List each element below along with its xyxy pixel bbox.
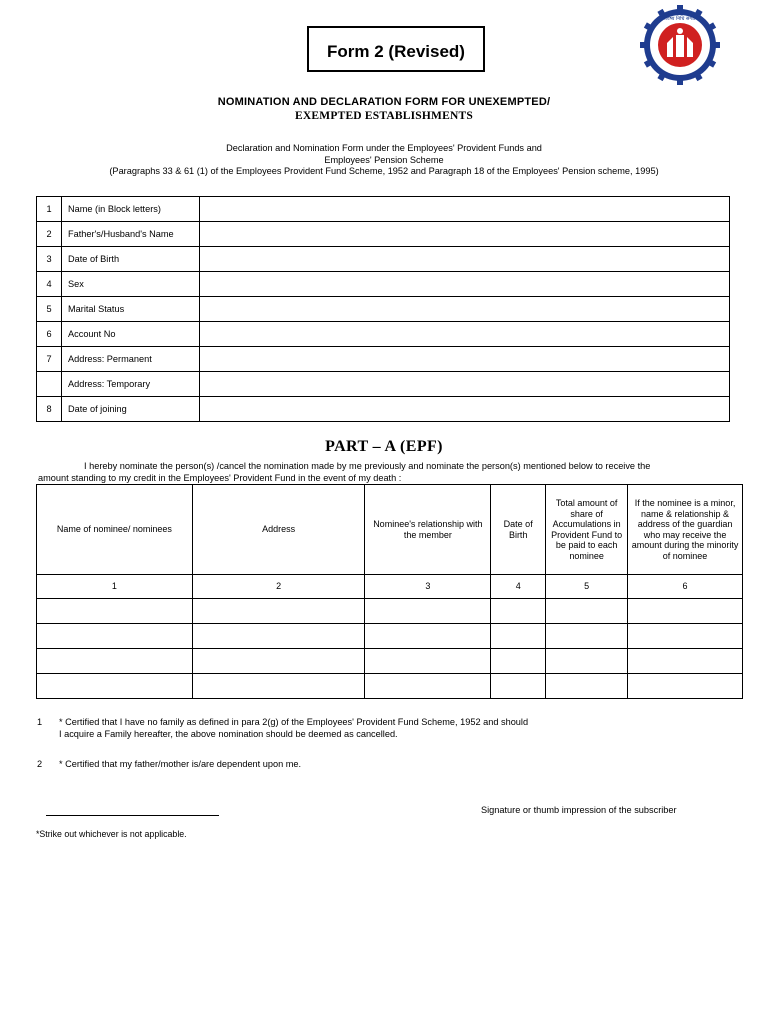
signature-label: Signature or thumb impression of the subscriber [481,805,677,815]
details-row-number: 6 [37,322,62,347]
details-row-label: Date of Birth [62,247,200,272]
certification-2-number: 2 [37,759,43,769]
details-row-value-field[interactable] [200,372,730,397]
epfo-emblem-icon [640,5,720,85]
details-row [37,222,730,247]
details-row [37,297,730,322]
nominee-column-number: 2 [192,575,365,599]
nominee-entry-cell[interactable] [546,624,628,649]
nominee-entry-cell[interactable] [628,599,743,624]
details-row-value-field[interactable] [200,222,730,247]
details-row-value-field[interactable] [200,322,730,347]
form-heading-line2: EXEMPTED ESTABLISHMENTS [295,110,473,122]
details-row-number [37,372,62,397]
details-row-value-field[interactable] [200,347,730,372]
certification-2-line1: * Certified that my father/mother is/are dependent upon me. [59,759,302,769]
nominee-entry-cell[interactable] [491,649,546,674]
details-row-number: 1 [37,197,62,222]
declaration-line3: (Paragraphs 33 & 61 (1) of the Employees Provident Fund Scheme, 1952 and Paragraph 18 of the Employees' Pension scheme, 1995) [109,166,659,176]
declaration-line1: Declaration and Nomination Form under the Employees' Provident Funds and [226,143,542,153]
nominee-column-number: 6 [628,575,743,599]
nominee-column-number: 3 [365,575,491,599]
part-a-title: PART – A (EPF) [325,438,443,455]
details-row-number: 8 [37,397,62,422]
details-row-label: Marital Status [62,297,200,322]
details-row-number: 3 [37,247,62,272]
nominee-entry-cell[interactable] [365,599,491,624]
nominee-entry-cell[interactable] [37,599,193,624]
nominee-entry-cell[interactable] [628,624,743,649]
nominee-entry-cell[interactable] [37,649,193,674]
nominee-entry-cell[interactable] [37,624,193,649]
nominee-entry-cell[interactable] [491,624,546,649]
nominee-column-header: Nominee's relationship with the member [365,485,491,575]
nominee-column-header: Date of Birth [491,485,546,575]
details-row-label: Account No [62,322,200,347]
nominee-entry-cell[interactable] [365,649,491,674]
nominee-column-header: Address [192,485,365,575]
details-row-number: 7 [37,347,62,372]
nominee-entry-cell[interactable] [192,599,365,624]
form-heading-line1: NOMINATION AND DECLARATION FORM FOR UNEXEMPTED/ [217,96,551,108]
nomination-paragraph-line2: amount standing to my credit in the Employees' Provident Fund in the event of my death : [38,473,402,483]
details-row [37,397,730,422]
details-row-label: Father's/Husband's Name [62,222,200,247]
nominee-entry-cell[interactable] [491,674,546,699]
nomination-paragraph-line1: I hereby nominate the person(s) /cancel the nomination made by me previously and nominate the person(s) mentioned below to receive the [84,461,651,471]
form-title: Form 2 (Revised) [307,26,485,72]
details-row-label: Sex [62,272,200,297]
footnote: *Strike out whichever is not applicable. [36,829,187,839]
nominee-entry-cell[interactable] [37,674,193,699]
details-row [37,347,730,372]
nominee-entry-row [37,674,743,699]
nominee-entry-cell[interactable] [192,624,365,649]
certification-1-number: 1 [37,717,43,727]
signature-line[interactable] [46,815,219,816]
details-row-value-field[interactable] [200,272,730,297]
details-row-value-field[interactable] [200,247,730,272]
nominee-column-header: If the nominee is a minor, name & relationship & address of the guardian who may receive the amount during the minority of nominee [628,485,743,575]
certification-1-line2: I acquire a Family hereafter, the above nomination should be deemed as cancelled. [59,729,398,739]
nominee-entry-row [37,624,743,649]
details-row-number: 5 [37,297,62,322]
declaration-line2: Employees' Pension Scheme [324,155,444,165]
nominee-table [36,484,743,699]
member-details-table [36,196,730,422]
nominee-entry-cell[interactable] [365,674,491,699]
details-row-label: Name (in Block letters) [62,197,200,222]
details-row [37,372,730,397]
details-row-number: 4 [37,272,62,297]
nominee-column-number: 4 [491,575,546,599]
nominee-entry-cell[interactable] [546,674,628,699]
nominee-entry-cell[interactable] [365,624,491,649]
details-row-label: Date of joining [62,397,200,422]
details-row-value-field[interactable] [200,397,730,422]
nominee-entry-row [37,649,743,674]
logo-text: भविष्य निधि संगठन [662,16,698,22]
nominee-column-number: 5 [546,575,628,599]
details-row-number: 2 [37,222,62,247]
nominee-column-number: 1 [37,575,193,599]
nominee-column-header: Name of nominee/ nominees [37,485,193,575]
nominee-column-header: Total amount of share of Accumulations in Provident Fund to be paid to each nominee [546,485,628,575]
nominee-entry-row [37,599,743,624]
nominee-entry-cell[interactable] [546,649,628,674]
details-row [37,197,730,222]
nominee-entry-cell[interactable] [491,599,546,624]
nominee-entry-cell[interactable] [628,674,743,699]
certification-1-line1: * Certified that I have no family as defined in para 2(g) of the Employees' Provident Fund Scheme, 1952 and should [59,717,529,727]
details-row-label: Address: Permanent [62,347,200,372]
nominee-entry-cell[interactable] [546,599,628,624]
nominee-entry-cell[interactable] [192,649,365,674]
nominee-entry-cell[interactable] [192,674,365,699]
nominee-entry-cell[interactable] [628,649,743,674]
details-row-label: Address: Temporary [62,372,200,397]
details-row-value-field[interactable] [200,197,730,222]
details-row-value-field[interactable] [200,297,730,322]
details-row [37,247,730,272]
details-row [37,322,730,347]
details-row [37,272,730,297]
